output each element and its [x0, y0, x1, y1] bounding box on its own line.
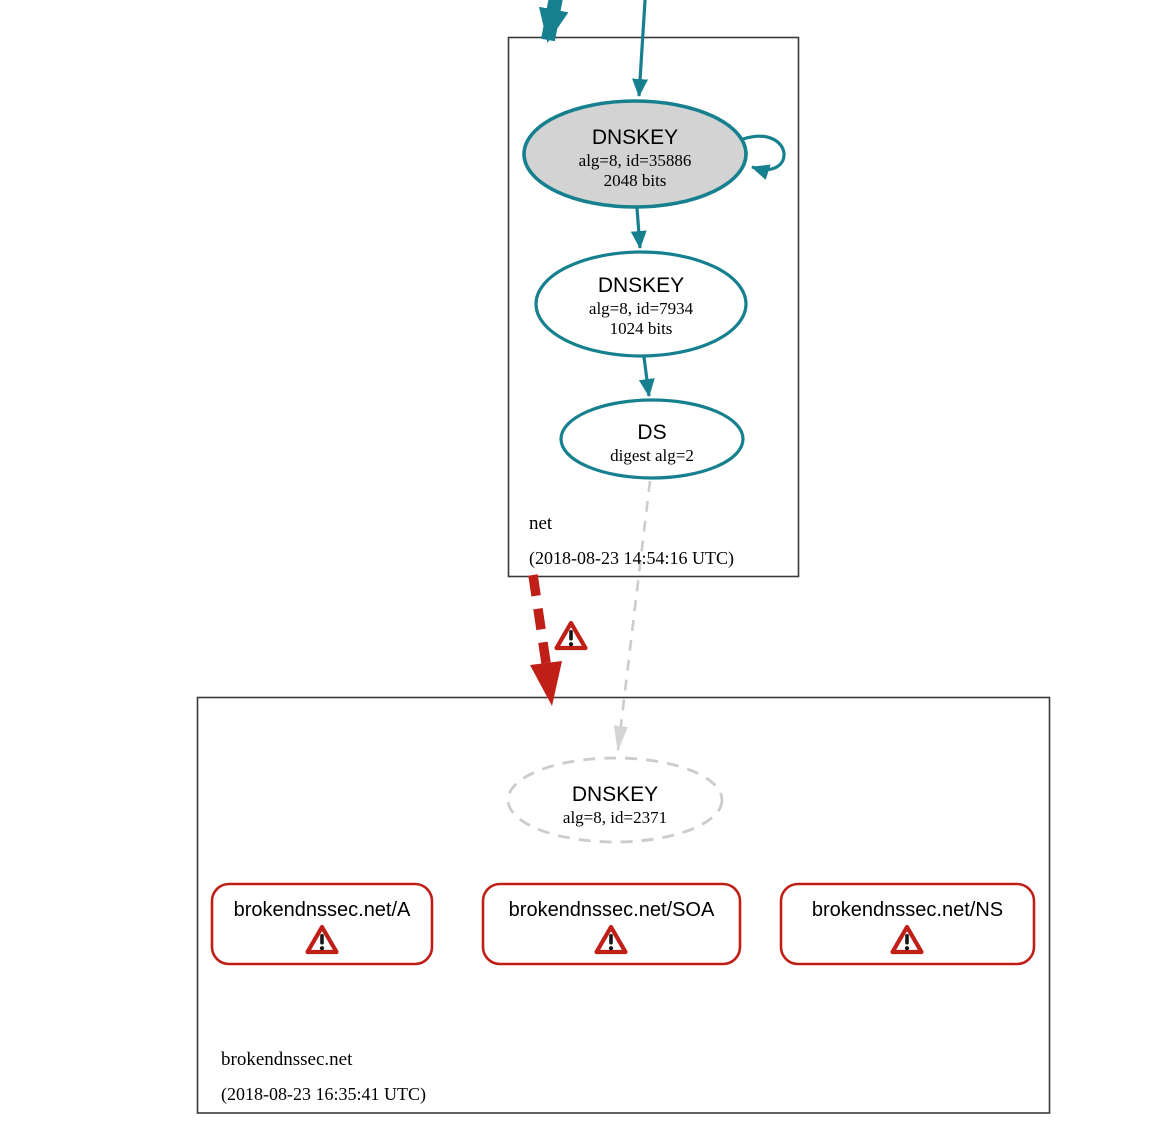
broken-delegation-arrow: [533, 575, 546, 663]
ksk-self-sign-loop: [743, 136, 784, 169]
rrset-label-a: brokendnssec.net/A: [233, 899, 411, 921]
warning-triangle-icon: [557, 623, 586, 648]
node-bits: 1024 bits: [609, 319, 673, 338]
incoming-ds-arrow: [548, 0, 563, 40]
zone-name-net: net: [529, 513, 553, 534]
node-title: DS: [637, 421, 667, 444]
node-bits: 2048 bits: [603, 171, 667, 190]
node-params: alg=8, id=35886: [578, 151, 692, 170]
ds-to-child-dnskey-arrow: [618, 481, 650, 750]
dnskey-zsk-label: [536, 273, 746, 339]
node-title: DNSKEY: [597, 274, 685, 297]
zone-timestamp-net: (2018-08-23 14:54:16 UTC): [529, 548, 734, 568]
broken-delegation-arrowhead: [530, 661, 562, 706]
dnskey-ksk-label: [524, 125, 746, 191]
node-params: digest alg=2: [610, 446, 694, 465]
node-title: DNSKEY: [571, 783, 659, 806]
node-params: alg=8, id=7934: [588, 299, 694, 318]
node-params: alg=8, id=2371: [562, 808, 668, 827]
rrset-label-soa: brokendnssec.net/SOA: [508, 899, 715, 921]
ksk-to-zsk-arrow: [637, 208, 640, 248]
zone-name-brokendnssec: brokendnssec.net: [221, 1049, 353, 1070]
node-title: DNSKEY: [591, 126, 679, 149]
rrset-label-ns: brokendnssec.net/NS: [811, 899, 1004, 921]
incoming-dnskey-arrow: [639, 0, 646, 96]
ds-label: [561, 420, 743, 466]
child-dnskey-label: [508, 782, 722, 828]
zsk-to-ds-arrow: [644, 357, 649, 396]
zone-timestamp-brokendnssec: (2018-08-23 16:35:41 UTC): [221, 1084, 426, 1104]
